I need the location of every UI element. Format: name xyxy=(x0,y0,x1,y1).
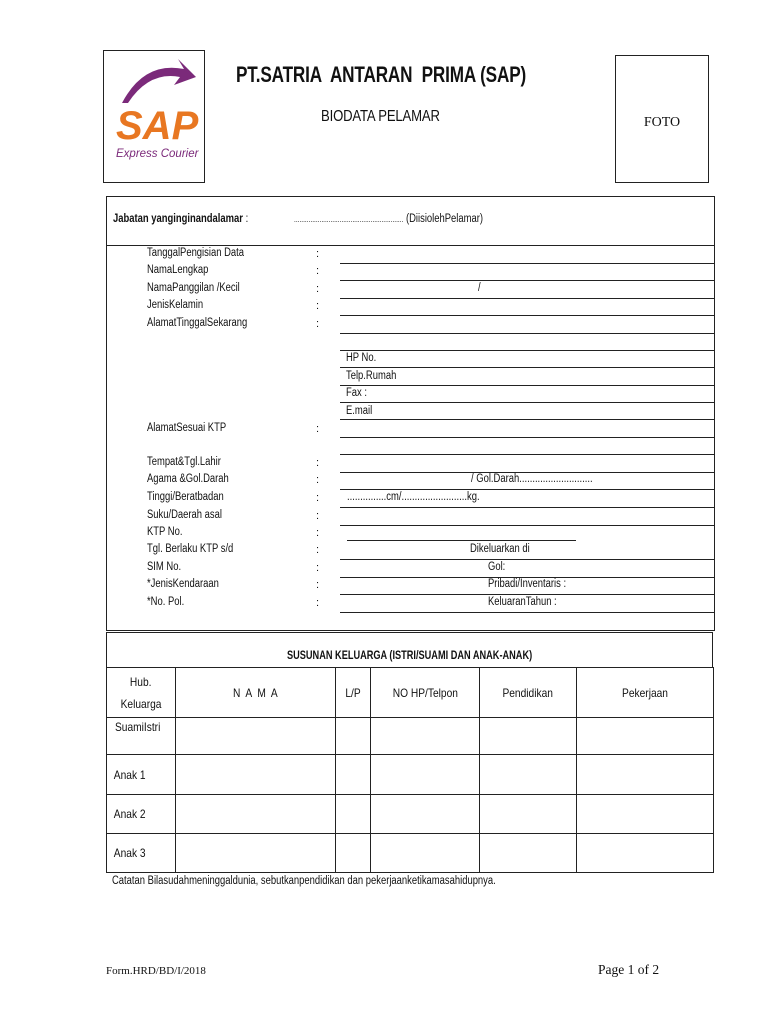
input-line[interactable] xyxy=(340,437,714,438)
header-phone: NO HP/Telpon xyxy=(371,668,480,718)
field-label: KTP No. xyxy=(147,526,183,538)
field-label: Agama &Gol.Darah xyxy=(147,473,229,485)
field-label: Tempat&Tgl.Lahir xyxy=(147,456,221,468)
header-relationship: Hub. Keluarga xyxy=(107,668,176,718)
footnote: Catatan Bilasudahmeninggaldunia, sebutkanpendidikan dan pekerjaanketikamasahidupnya. xyxy=(112,875,496,887)
input-line[interactable] xyxy=(340,333,714,334)
field-label: NamaLengkap xyxy=(147,264,209,276)
form-subtitle: BIODATA PELAMAR xyxy=(321,108,440,125)
input-line[interactable] xyxy=(340,489,714,490)
phone-label: Telp.Rumah xyxy=(346,370,397,382)
logo-text: SAP xyxy=(116,104,199,148)
field-label: Suku/Daerah asal xyxy=(147,509,222,521)
header-occupation: Pekerjaan xyxy=(577,668,714,718)
input-line[interactable] xyxy=(340,525,714,526)
table-row: Anak 3 xyxy=(107,834,714,873)
input-line[interactable] xyxy=(340,298,714,299)
field-label: AlamatTinggalSekarang xyxy=(147,317,248,329)
input-line[interactable] xyxy=(340,419,714,420)
header-gender: L/P xyxy=(336,668,371,718)
input-line[interactable] xyxy=(340,315,714,316)
input-line[interactable] xyxy=(340,280,714,281)
position-field[interactable]: ............................................................ (DiisiolehPelamar) xyxy=(294,213,484,225)
header-name: N A M A xyxy=(176,668,336,718)
table-row: Anak 1 xyxy=(107,755,714,795)
input-line[interactable] xyxy=(340,612,714,613)
family-table xyxy=(106,667,714,873)
photo-box xyxy=(615,55,709,183)
family-title-box xyxy=(106,632,713,668)
field-label: Tgl. Berlaku KTP s/d xyxy=(147,543,234,555)
input-line[interactable] xyxy=(340,263,714,264)
company-title: PT.SATRIA ANTARAN PRIMA (SAP) xyxy=(236,62,527,87)
field-label: NamaPanggilan /Kecil xyxy=(147,282,240,294)
field-label: *JenisKendaraan xyxy=(147,578,219,590)
input-line[interactable] xyxy=(340,507,714,508)
main-form-box xyxy=(106,196,715,631)
input-line[interactable] xyxy=(340,559,714,560)
position-label: Jabatan yanginginandalamar : xyxy=(113,213,249,225)
photo-label: FOTO xyxy=(643,115,681,130)
logo-box xyxy=(103,50,205,183)
input-line[interactable] xyxy=(340,385,714,386)
fax-label: Fax : xyxy=(346,387,367,399)
page-number: Page 1 of 2 xyxy=(598,962,660,977)
field-label: AlamatSesuai KTP xyxy=(147,422,227,434)
table-row: Anak 2 xyxy=(107,795,714,834)
table-row: SuamiIstri xyxy=(107,718,714,755)
logo-tagline: Express Courier xyxy=(116,148,199,160)
input-line[interactable] xyxy=(340,594,714,595)
field-label: TanggalPengisian Data xyxy=(147,247,244,259)
input-line[interactable] xyxy=(340,402,714,403)
logo-swoosh xyxy=(122,59,196,103)
field-label: *No. Pol. xyxy=(147,596,185,608)
sap-logo xyxy=(104,51,204,182)
field-label: JenisKelamin xyxy=(147,299,204,311)
form-code: Form.HRD/BD/I/2018 xyxy=(106,965,206,977)
field-label: Tinggi/Beratbadan xyxy=(147,491,224,503)
input-line[interactable] xyxy=(347,540,576,541)
header-education: Pendidikan xyxy=(480,668,577,718)
input-line[interactable] xyxy=(340,367,714,368)
email-label: E.mail xyxy=(346,405,373,417)
input-line[interactable] xyxy=(340,350,714,351)
hp-label: HP No. xyxy=(346,352,377,364)
field-label: SIM No. xyxy=(147,561,182,573)
input-line[interactable] xyxy=(340,454,714,455)
family-title: SUSUNAN KELUARGA (ISTRI/SUAMI DAN ANAK-ANAK) xyxy=(287,650,533,662)
